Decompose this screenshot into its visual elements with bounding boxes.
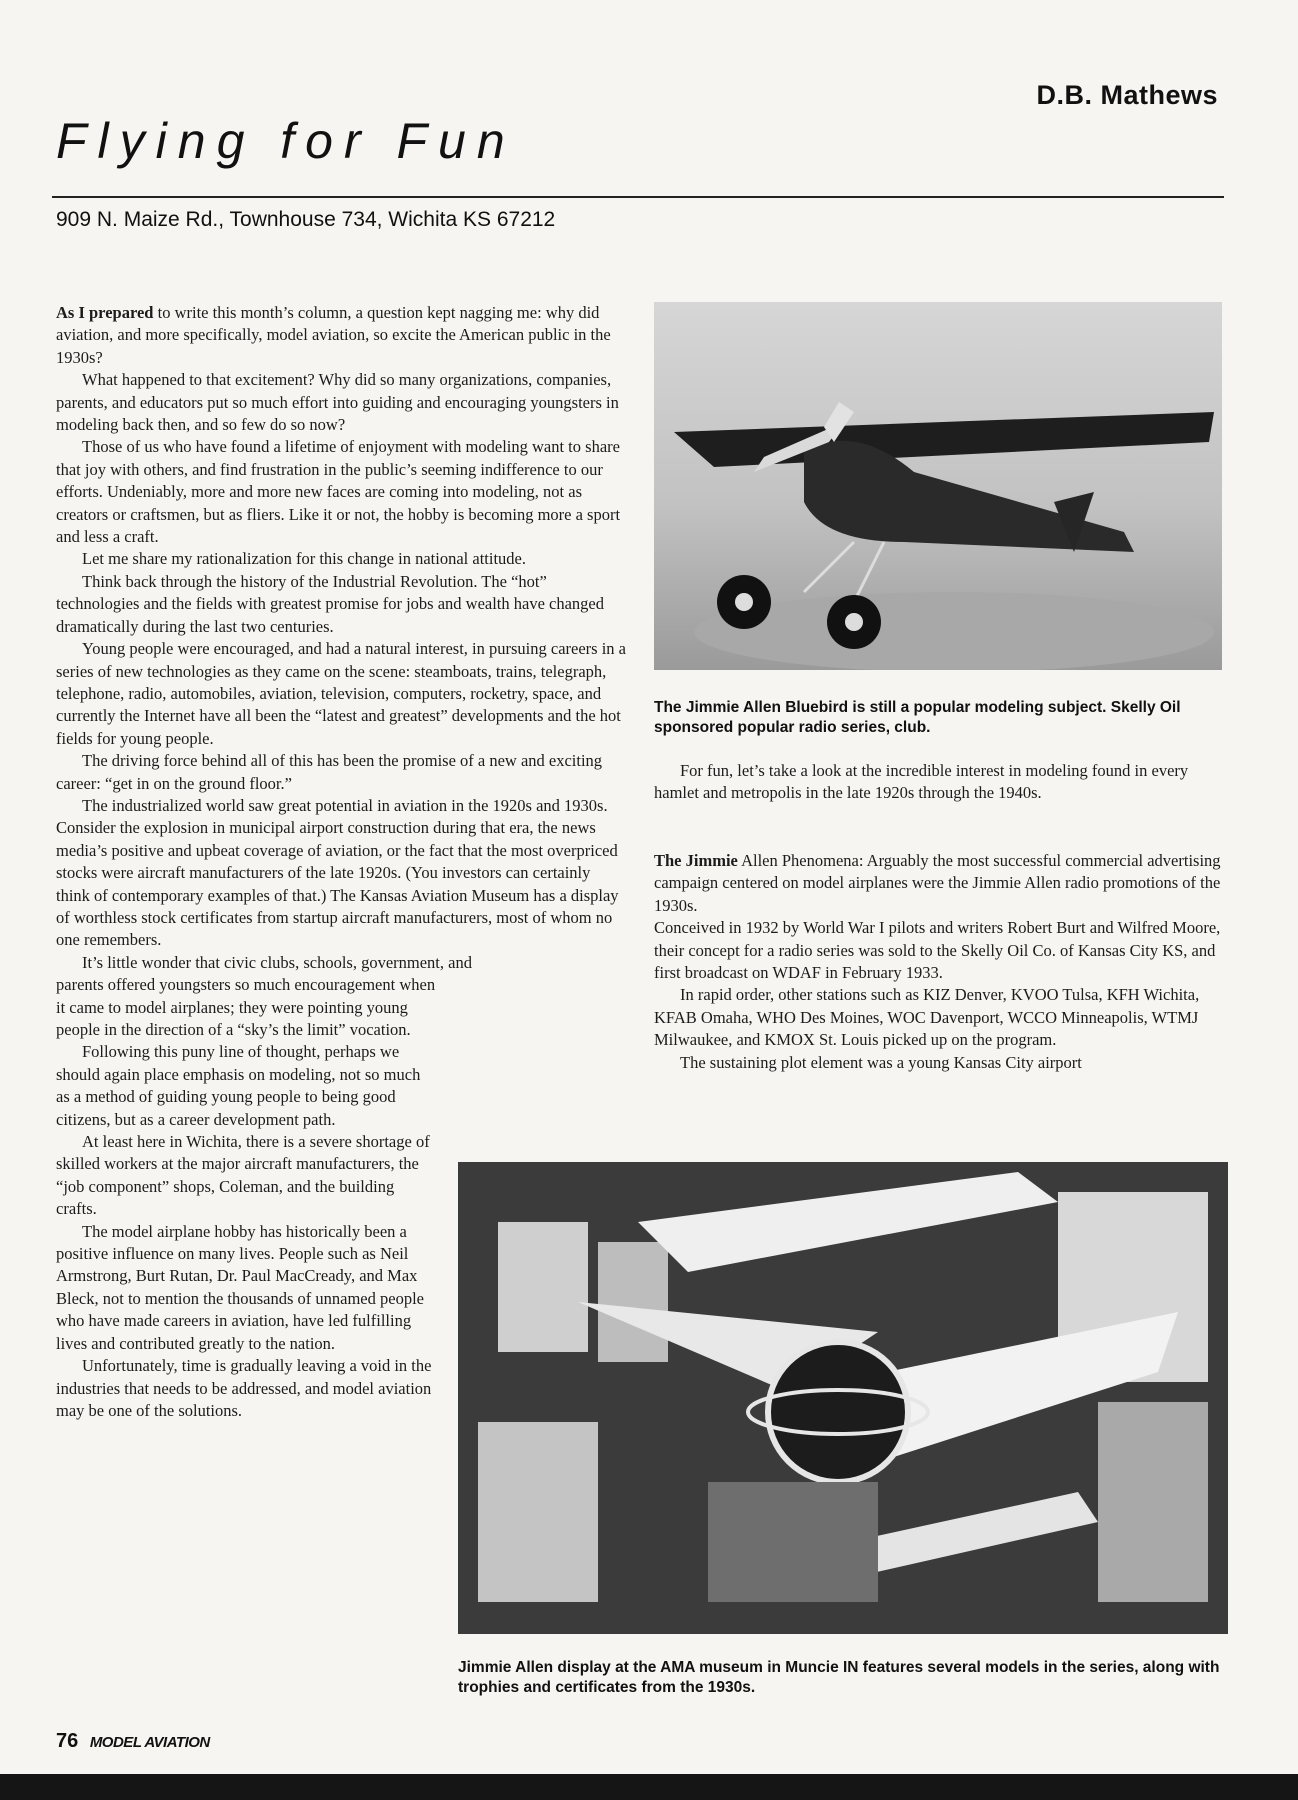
paragraph-text: to write this month’s column, a question kept nagging me: why did aviation, and more specifically, model aviation, so excite the American public in the 1930s? <box>56 303 611 367</box>
photo-caption: Jimmie Allen display at the AMA museum in Muncie IN features several models in the series, along with trophies and certificates from the 1930s. <box>458 1659 1220 1696</box>
right-column-top <box>654 760 1224 805</box>
lead-in: The Jimmie <box>654 851 738 870</box>
paragraph: The driving force behind all of this has been the promise of a new and exciting career: “get in on the ground floor.” <box>56 751 603 793</box>
paragraph: Those of us who have found a lifetime of enjoyment with modeling want to share that joy with others, and find frustration in the public’s seeming indifference to our efforts. Undeniably, more and more new faces are coming into modeling, not as creators or craftsmen, but as fliers. Like it or not, the hobby is becoming more a sport and less a craft. <box>56 437 621 547</box>
paragraph: The industrialized world saw great potential in aviation in the 1920s and 1930s. Consider the explosion in municipal airport construction during that era, the news media’s positive and upbeat coverage of aviation, or the fact that the most overpriced stocks were aircraft manufacturers of the late 1920s. (You investors can certainly think of contemporary examples of that.) The Kansas Aviation Museum has a display of worthless stock certificates from startup aircraft manufacturers, most of whom no one remembers. <box>56 795 619 950</box>
paragraph <box>654 850 1224 917</box>
paragraph: At least here in Wichita, there is a severe shortage of skilled workers at the major aircraft manufacturers, the “job component” shops, Coleman, and the building crafts. <box>56 1132 430 1219</box>
paragraph: parents offered youngsters so much encouragement when it came to model airplanes; they were pointing young people in the direction of a “sky’s the limit” vocation. <box>56 975 436 1039</box>
header-rule <box>52 196 1224 198</box>
paragraph: Think back through the history of the Industrial Revolution. The “hot” technologies and the fields with greatest promise for jobs and wealth have changed dramatically during the last two centuries. <box>56 571 604 636</box>
author-byline: D.B. Mathews <box>1036 80 1218 110</box>
paragraph: It’s little wonder that civic clubs, schools, government, and <box>82 952 472 972</box>
bluebird-model-photo <box>654 302 1222 670</box>
article-title: Flying for Fun <box>56 113 516 169</box>
paragraph: What happened to that excitement? Why did so many organizations, companies, parents, and educators put so much effort into guiding and encouraging youngsters in modeling back then, and so few do so now? <box>56 370 619 435</box>
paragraph: Young people were encouraged, and had a natural interest, in pursuing careers in a series of new technologies as they came on the scene: steamboats, trains, telegraph, telephone, radio, automobiles, aviation, television, computers, rocketry, space, and currently the Internet have all been the “latest and greatest” developments and the hot fields for young people. <box>56 639 627 748</box>
page-number: 76 <box>56 1730 79 1752</box>
paragraph: For fun, let’s take a look at the incredible interest in modeling found in every hamlet and metropolis in the late 1920s through the 1940s. <box>654 761 1189 803</box>
magazine-logo: MODEL AVIATION <box>89 1734 210 1751</box>
paragraph: Unfortunately, time is gradually leaving a void in the industries that needs to be addressed, and model aviation may be one of the solutions. <box>56 1356 432 1420</box>
paragraph <box>56 302 626 369</box>
paragraph: Let me share my rationalization for this change in national attitude. <box>82 549 526 569</box>
photo-caption: The Jimmie Allen Bluebird is still a popular modeling subject. Skelly Oil sponsored popular radio series, club. <box>654 699 1181 736</box>
author-address: 909 N. Maize Rd., Townhouse 734, Wichita KS 67212 <box>56 208 556 231</box>
scan-edge-band <box>0 1774 1298 1800</box>
paragraph: Following this puny line of thought, perhaps we should again place emphasis on modeling, not so much as a method of guiding young people to being good citizens, but as a career development path. <box>56 1042 421 1129</box>
paragraph-text: Allen Phenomena: Arguably the most successful commercial advertising campaign centered on model airplanes were the Jimmie Allen radio promotions of the 1930s. <box>654 851 1221 915</box>
page-footer <box>56 1730 210 1753</box>
lead-in: As I prepared <box>56 303 154 322</box>
paragraph: The sustaining plot element was a young Kansas City airport <box>680 1052 1082 1072</box>
paragraph: The model airplane hobby has historically been a positive influence on many lives. People such as Neil Armstrong, Burt Rutan, Dr. Paul MacCready, and Max Bleck, not to mention the thousands of unnamed people who have made careers in aviation, have led fulfilling lives and contributed greatly to the nation. <box>56 1221 424 1353</box>
museum-display-photo <box>458 1162 1228 1634</box>
right-column-body <box>654 850 1224 1074</box>
paragraph: In rapid order, other stations such as KIZ Denver, KVOO Tulsa, KFH Wichita, KFAB Omaha, WHO Des Moines, WOC Davenport, WCCO Minneapolis, WTMJ Milwaukee, and KMOX St. Louis picked up on the program. <box>654 985 1200 1050</box>
paragraph: Conceived in 1932 by World War I pilots and writers Robert Burt and Wilfred Moore, their concept for a radio series was sold to the Skelly Oil Co. of Kansas City KS, and first broadcast on WDAF in February 1933. <box>654 918 1221 983</box>
